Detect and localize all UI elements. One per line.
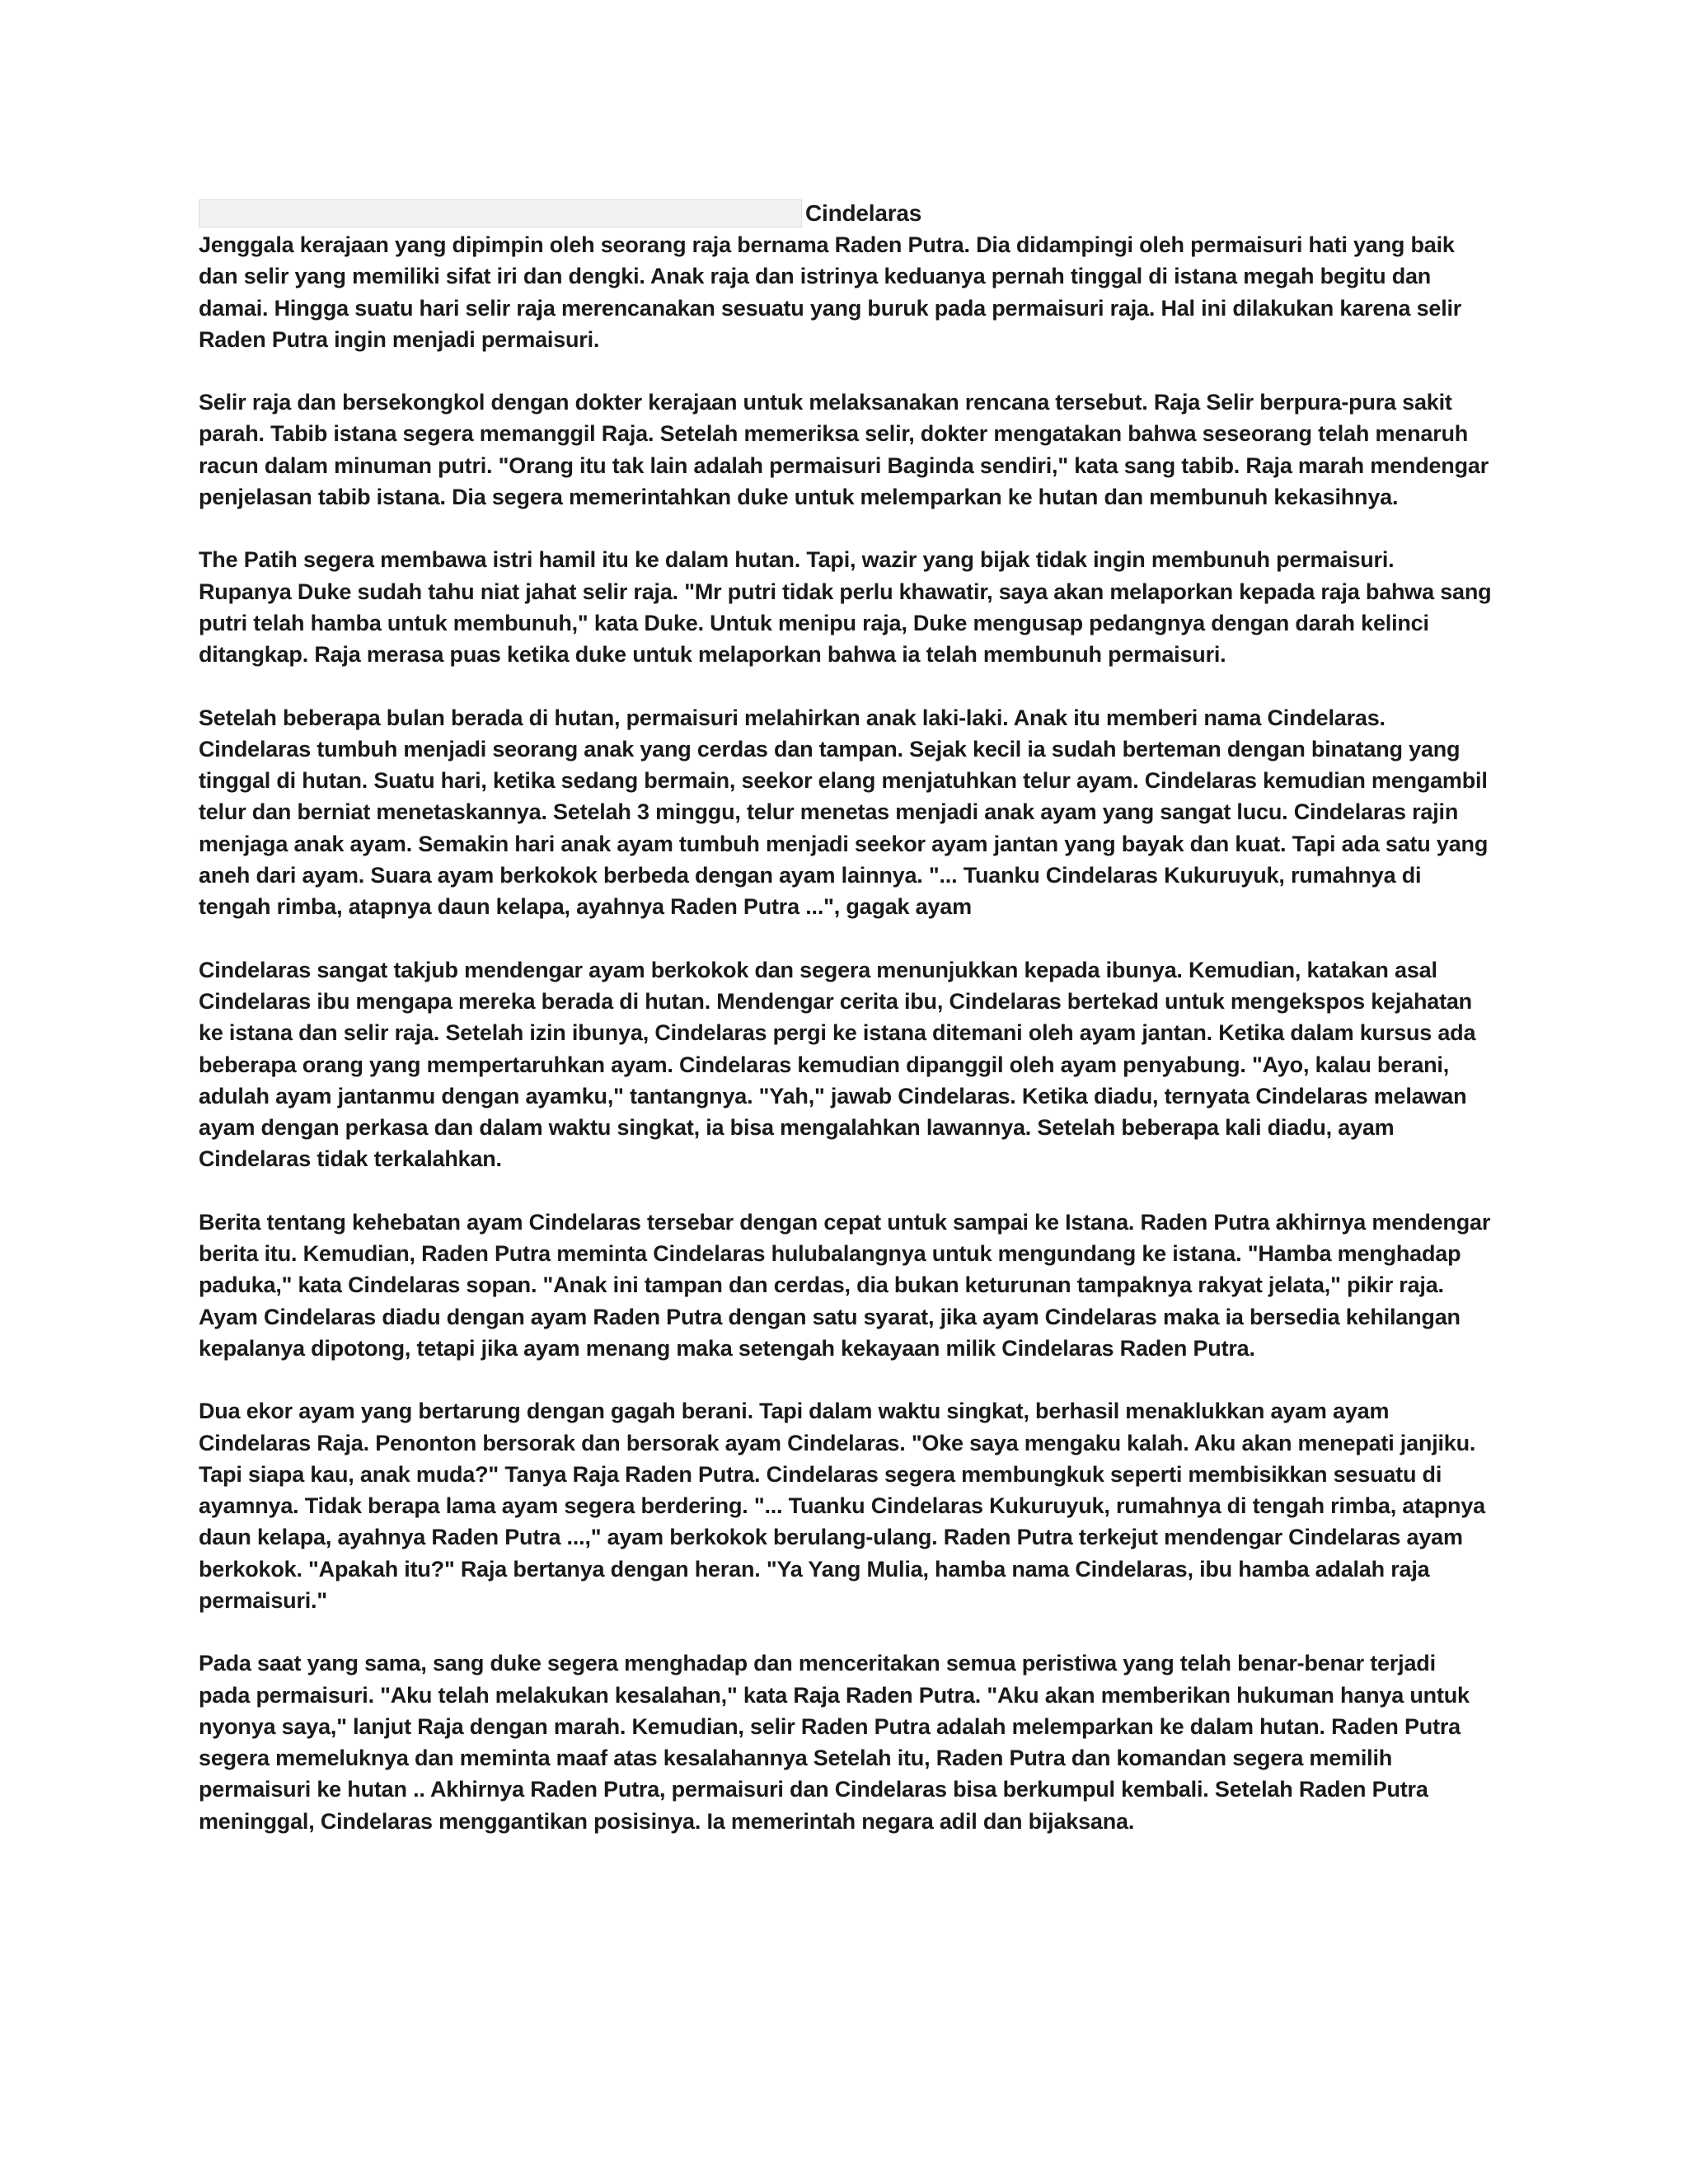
document-title: Cindelaras: [805, 199, 922, 226]
paragraph: Pada saat yang sama, sang duke segera menghadap dan menceritakan semua peristiwa yang telah benar-benar terjadi pada permaisuri. "Aku telah melakukan kesalahan," kata Raja Raden Putra. "Aku akan memberikan hukuman hanya untuk nyonya saya," lanjut Raja dengan marah. Kemudian, selir Raden Putra adalah melemparkan ke dalam hutan. Raden Putra segera memeluknya dan meminta maaf atas kesalahannya Setelah itu, Raden Putra dan komandan segera memilih permaisuri ke hutan .. Akhirnya Raden Putra, permaisuri dan Cindelaras bisa berkumpul kembali. Setelah Raden Putra meninggal, Cindelaras menggantikan posisinya. Ia memerintah negara adil dan bijaksana.: [199, 1651, 1470, 1834]
paragraph: Berita tentang kehebatan ayam Cindelaras tersebar dengan cepat untuk sampai ke Istana. Raden Putra akhirnya mendengar berita itu. Kemudian, Raden Putra meminta Cindelaras hulubalangnya untuk mengundang ke istana. "Hamba menghadap paduka," kata Cindelaras sopan. "Anak ini tampan dan cerdas, dia bukan keturunan tampaknya rakyat jelata," pikir raja. Ayam Cindelaras diadu dengan ayam Raden Putra dengan satu syarat, jika ayam Cindelaras maka ia bersedia kehilangan kepalanya dipotong, tetapi jika ayam menang maka setengah kekayaan milik Cindelaras Raden Putra.: [199, 1209, 1491, 1361]
document-body: [199, 198, 1493, 1868]
paragraph: Selir raja dan bersekongkol dengan dokter kerajaan untuk melaksanakan rencana tersebut. Raja Selir berpura-pura sakit parah. Tabib istana segera memanggil Raja. Setelah memeriksa selir, dokter mengatakan bahwa seseorang telah menaruh racun dalam minuman putri. "Orang itu tak lain adalah permaisuri Baginda sendiri," kata sang tabib. Raja marah mendengar penjelasan tabib istana. Dia segera memerintahkan duke untuk melemparkan ke hutan dan membunuh kekasihnya.: [199, 390, 1489, 510]
title-row: [199, 198, 1493, 229]
paragraph: Setelah beberapa bulan berada di hutan, permaisuri melahirkan anak laki-laki. Anak itu memberi nama Cindelaras. Cindelaras tumbuh menjadi seorang anak yang cerdas dan tampan. Sejak kecil ia sudah berteman dengan binatang yang tinggal di hutan. Suatu hari, ketika sedang bermain, seekor elang menjatuhkan telur ayam. Cindelaras kemudian mengambil telur dan berniat menetaskannya. Setelah 3 minggu, telur menetas menjadi anak ayam yang sangat lucu. Cindelaras rajin menjaga anak ayam. Semakin hari anak ayam tumbuh menjadi seekor ayam jantan yang bayak dan kuat. Tapi ada satu yang aneh dari ayam. Suara ayam berkokok berbeda dengan ayam lainnya. "... Tuanku Cindelaras Kukuruyuk, rumahnya di tengah rimba, atapnya daun kelapa, ayahnya Raden Putra ...", gagak ayam: [199, 705, 1489, 920]
paragraph: Jenggala kerajaan yang dipimpin oleh seorang raja bernama Raden Putra. Dia didampingi oleh permaisuri hati yang baik dan selir yang memiliki sifat iri dan dengki. Anak raja dan istrinya keduanya pernah tinggal di istana megah begitu dan damai. Hingga suatu hari selir raja merencanakan sesuatu yang buruk pada permaisuri raja. Hal ini dilakukan karena selir Raden Putra ingin menjadi permaisuri.: [199, 232, 1462, 352]
paragraph: Cindelaras sangat takjub mendengar ayam berkokok dan segera menunjukkan kepada ibunya. Kemudian, katakan asal Cindelaras ibu mengapa mereka berada di hutan. Mendengar cerita ibu, Cindelaras bertekad untuk mengekspos kejahatan ke istana dan selir raja. Setelah izin ibunya, Cindelaras pergi ke istana ditemani oleh ayam jantan. Ketika dalam kursus ada beberapa orang yang mempertaruhkan ayam. Cindelaras kemudian dipanggil oleh ayam penyabung. "Ayo, kalau berani, adulah ayam jantanmu dengan ayamku," tantangnya. "Yah," jawab Cindelaras. Ketika diadu, ternyata Cindelaras melawan ayam dengan perkasa dan dalam waktu singkat, ia bisa mengalahkan lawannya. Setelah beberapa kali diadu, ayam Cindelaras tidak terkalahkan.: [199, 957, 1476, 1172]
paragraph: Dua ekor ayam yang bertarung dengan gagah berani. Tapi dalam waktu singkat, berhasil menaklukkan ayam ayam Cindelaras Raja. Penonton bersorak dan bersorak ayam Cindelaras. "Oke saya mengaku kalah. Aku akan menepati janjiku. Tapi siapa kau, anak muda?" Tanya Raja Raden Putra. Cindelaras segera membungkuk seperti membisikkan sesuatu di ayamnya. Tidak berapa lama ayam segera berdering. "... Tuanku Cindelaras Kukuruyuk, rumahnya di tengah rimba, atapnya daun kelapa, ayahnya Raden Putra ...," ayam berkokok berulang-ulang. Raden Putra terkejut mendengar Cindelaras ayam berkokok. "Apakah itu?" Raja bertanya dengan heran. "Ya Yang Mulia, hamba nama Cindelaras, ibu hamba adalah raja permaisuri.": [199, 1399, 1485, 1613]
paragraph: The Patih segera membawa istri hamil itu ke dalam hutan. Tapi, wazir yang bijak tidak ingin membunuh permaisuri. Rupanya Duke sudah tahu niat jahat selir raja. "Mr putri tidak perlu khawatir, saya akan melaporkan kepada raja bahwa sang putri telah hamba untuk membunuh," kata Duke. Untuk menipu raja, Duke mengusap pedangnya dengan darah kelinci ditangkap. Raja merasa puas ketika duke untuk melaporkan bahwa ia telah membunuh permaisuri.: [199, 547, 1492, 668]
blank-form-field: [199, 199, 802, 227]
